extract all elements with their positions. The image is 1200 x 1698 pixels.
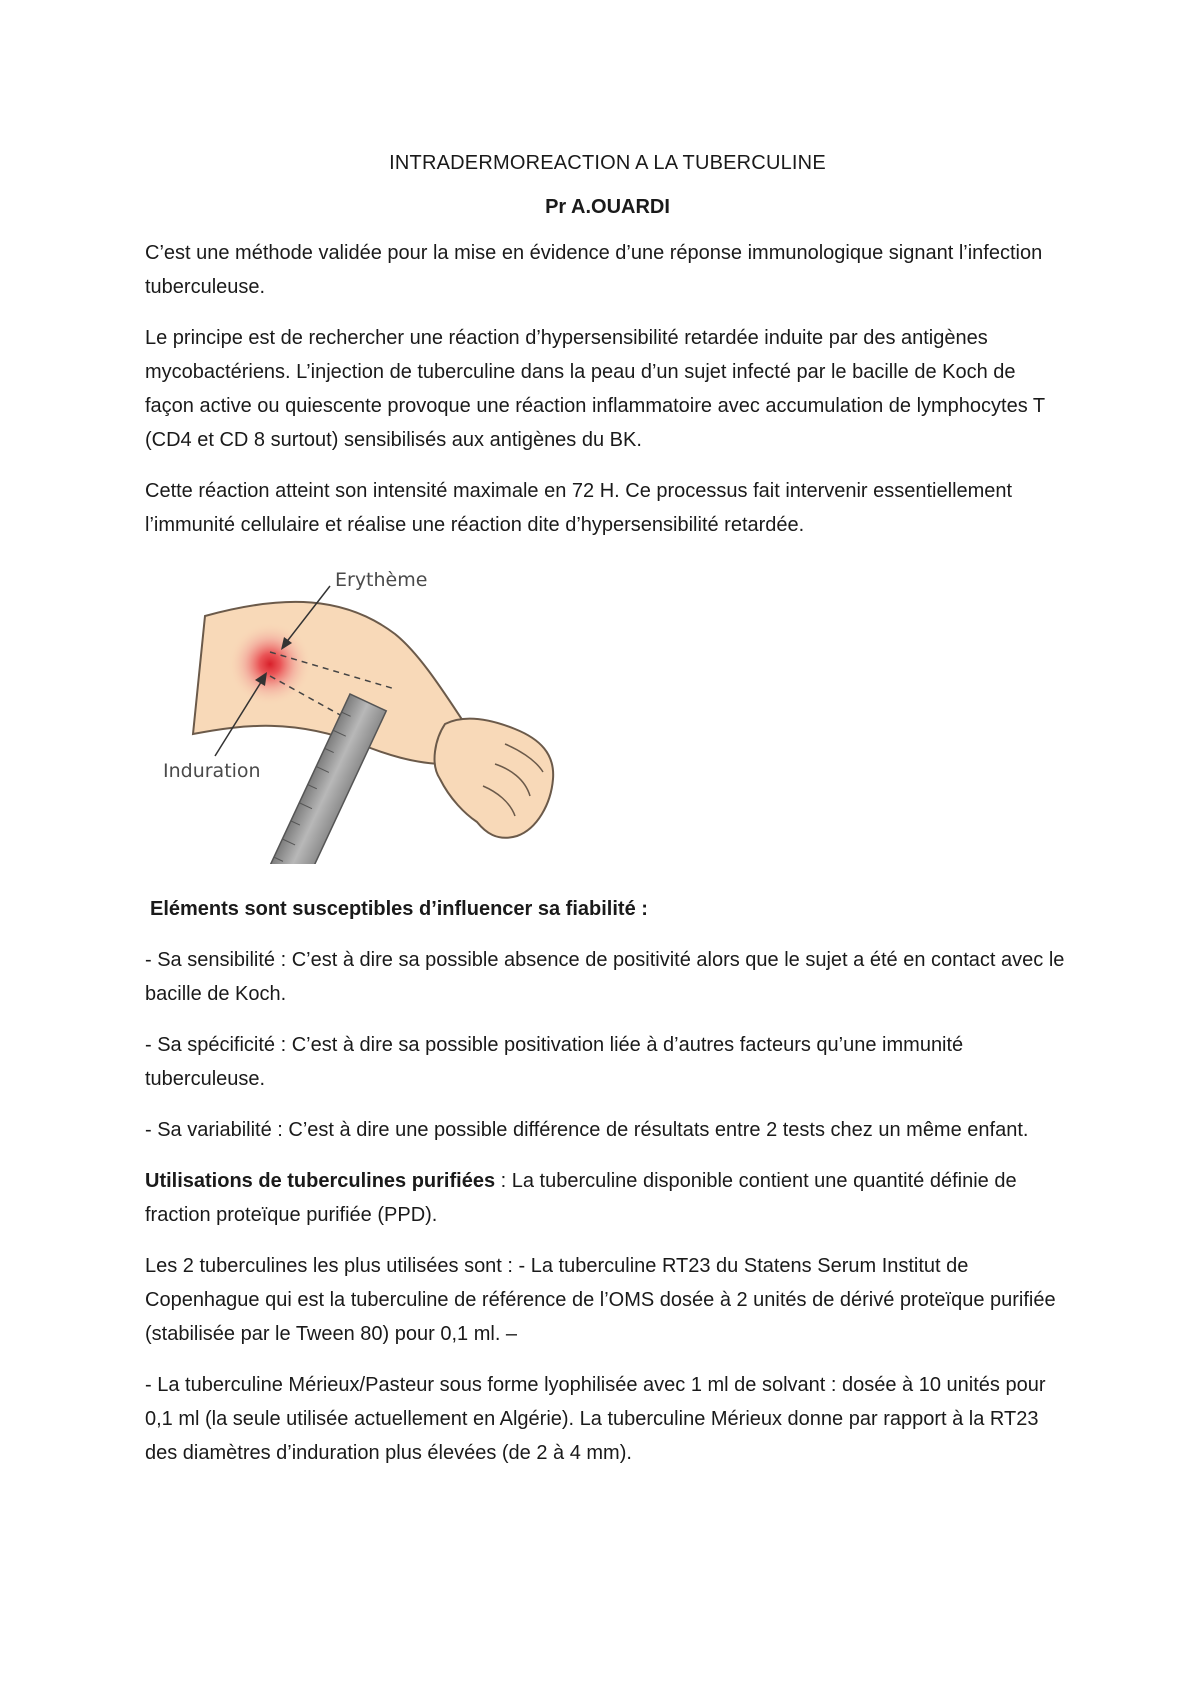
- tuberculin-merieux: - La tuberculine Mérieux/Pasteur sous forme lyophilisée avec 1 ml de solvant : dosée à 10 unités pour 0,1 ml (la seule utilisée actuellement en Algérie). La tuberculine Mérieux donne par rapport à la RT23 des diamètres d’induration plus élevées (de 2 à 4 mm).: [145, 1374, 1046, 1464]
- tuberculin-rt23: Les 2 tuberculines les plus utilisées sont : - La tuberculine RT23 du Statens Serum Institut de Copenhague qui est la tuberculine de référence de l’OMS dosée à 2 unités de dérivé proteïque purifiée (stabilisée par le Tween 80) pour 0,1 ml. –: [145, 1255, 1056, 1345]
- document-title: INTRADERMOREACTION A LA TUBERCULINE: [389, 152, 826, 174]
- fist-shape: [435, 719, 554, 838]
- reliability-heading: Eléments sont susceptibles d’influencer sa fiabilité :: [150, 898, 648, 920]
- reliability-variability: - Sa variabilité : C’est à dire une possible différence de résultats entre 2 tests chez un même enfant.: [145, 1119, 1029, 1141]
- erythema-label: Erythème: [335, 569, 428, 591]
- document-page: [145, 140, 1070, 1487]
- forearm-figure: [145, 564, 575, 864]
- reliability-specificity: - Sa spécificité : C’est à dire sa possible positivation liée à d’autres facteurs qu’une immunité tuberculeuse.: [145, 1034, 964, 1090]
- erythema-spot: [228, 622, 312, 706]
- paragraph-definition: C’est une méthode validée pour la mise en évidence d’une réponse immunologique signant l’infection tuberculeuse.: [145, 242, 1043, 298]
- paragraph-principle: Le principe est de rechercher une réaction d’hypersensibilité retardée induite par des antigènes mycobactériens. L’injection de tuberculine dans la peau d’un sujet infecté par le bacille de Koch de façon active ou quiescente provoque une réaction inflammatoire avec accumulation de lymphocytes T (CD4 et CD 8 surtout) sensibilisés aux antigènes du BK.: [145, 327, 1045, 451]
- forearm-illustration: [145, 564, 575, 864]
- paragraph-reaction: Cette réaction atteint son intensité maximale en 72 H. Ce processus fait intervenir essentiellement l’immunité cellulaire et réalise une réaction dite d’hypersensibilité retardée.: [145, 480, 1013, 536]
- purified-paragraph: [145, 1164, 1070, 1232]
- induration-label: Induration: [163, 760, 261, 782]
- purified-heading: Utilisations de tuberculines purifiées: [145, 1170, 496, 1192]
- purified-text: : La tuberculine disponible contient une quantité définie de fraction proteïque purifiée (PPD).: [145, 1170, 1017, 1226]
- reliability-sensitivity: - Sa sensibilité : C’est à dire sa possible absence de positivité alors que le sujet a été en contact avec le bacille de Koch.: [145, 949, 1065, 1005]
- document-author: Pr A.OUARDI: [545, 196, 670, 218]
